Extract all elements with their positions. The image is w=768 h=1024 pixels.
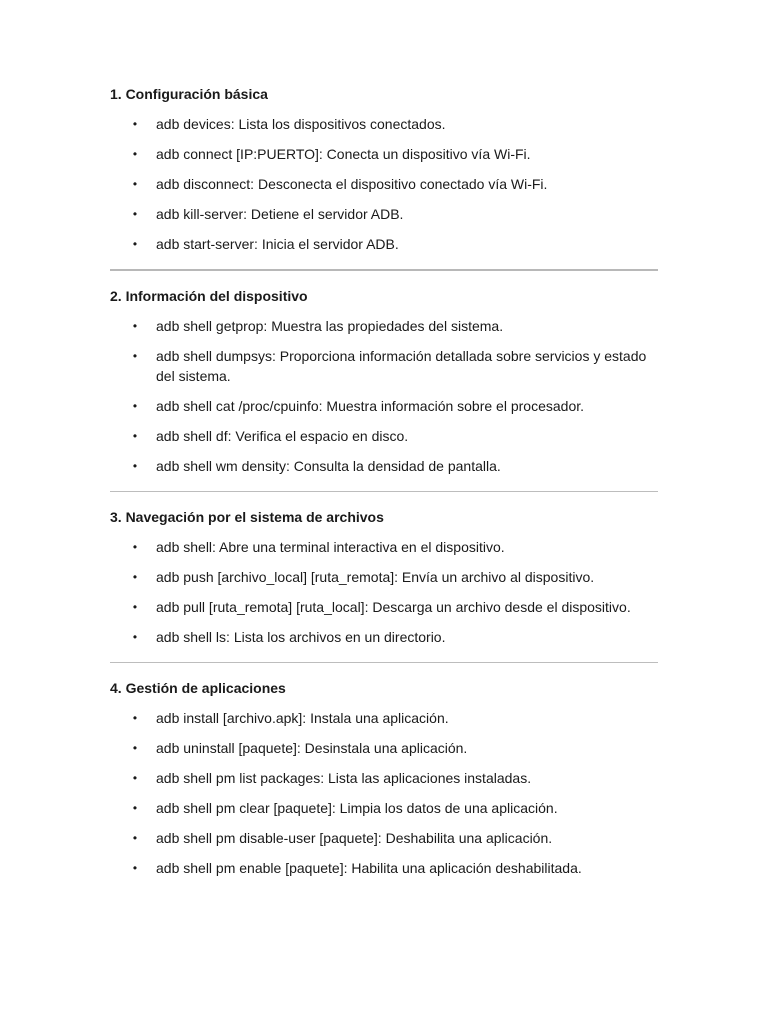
list-item-text: adb shell: Abre una terminal interactiva en el dispositivo. bbox=[156, 539, 505, 555]
list-item bbox=[110, 798, 658, 818]
command-list bbox=[110, 316, 658, 476]
list-item bbox=[110, 346, 658, 386]
command-list bbox=[110, 537, 658, 647]
command-list bbox=[110, 708, 658, 878]
bullet-icon: • bbox=[132, 429, 138, 443]
section-divider bbox=[110, 491, 658, 492]
bullet-icon: • bbox=[132, 319, 138, 333]
list-item bbox=[110, 858, 658, 878]
list-item bbox=[110, 537, 658, 557]
list-item-text: adb install [archivo.apk]: Instala una aplicación. bbox=[156, 710, 449, 726]
bullet-icon: • bbox=[132, 711, 138, 725]
list-item bbox=[110, 234, 658, 254]
list-item-text: adb shell getprop: Muestra las propiedades del sistema. bbox=[156, 318, 504, 334]
section-configuracion-basica bbox=[110, 84, 658, 254]
list-item-text: adb shell cat /proc/cpuinfo: Muestra información sobre el procesador. bbox=[156, 398, 585, 414]
list-item-text: adb shell pm clear [paquete]: Limpia los datos de una aplicación. bbox=[156, 800, 558, 816]
list-item-text: adb shell dumpsys: Proporciona información detallada sobre servicios y estado del sistema. bbox=[156, 348, 647, 384]
bullet-icon: • bbox=[132, 630, 138, 644]
list-item-text: adb kill-server: Detiene el servidor ADB. bbox=[156, 206, 404, 222]
list-item-text: adb shell pm list packages: Lista las aplicaciones instaladas. bbox=[156, 770, 532, 786]
section-divider bbox=[110, 269, 658, 271]
list-item-text: adb connect [IP:PUERTO]: Conecta un dispositivo vía Wi-Fi. bbox=[156, 146, 531, 162]
list-item bbox=[110, 627, 658, 647]
list-item bbox=[110, 597, 658, 617]
list-item bbox=[110, 396, 658, 416]
list-item-text: adb disconnect: Desconecta el dispositivo conectado vía Wi-Fi. bbox=[156, 176, 548, 192]
section-title: 1. Configuración básica bbox=[110, 86, 268, 102]
list-item-text: adb push [archivo_local] [ruta_remota]: Envía un archivo al dispositivo. bbox=[156, 569, 595, 585]
list-item bbox=[110, 738, 658, 758]
bullet-icon: • bbox=[132, 117, 138, 131]
bullet-icon: • bbox=[132, 570, 138, 584]
list-item bbox=[110, 567, 658, 587]
list-item bbox=[110, 316, 658, 336]
bullet-icon: • bbox=[132, 459, 138, 473]
list-item bbox=[110, 828, 658, 848]
section-divider bbox=[110, 662, 658, 663]
section-gestion-aplicaciones bbox=[110, 678, 658, 878]
list-item bbox=[110, 768, 658, 788]
section-title: 2. Información del dispositivo bbox=[110, 288, 308, 304]
bullet-icon: • bbox=[132, 861, 138, 875]
list-item-text: adb shell wm density: Consulta la densidad de pantalla. bbox=[156, 458, 501, 474]
list-item bbox=[110, 204, 658, 224]
list-item bbox=[110, 456, 658, 476]
list-item-text: adb shell pm enable [paquete]: Habilita una aplicación deshabilitada. bbox=[156, 860, 582, 876]
section-title: 4. Gestión de aplicaciones bbox=[110, 680, 286, 696]
bullet-icon: • bbox=[132, 801, 138, 815]
section-informacion-dispositivo bbox=[110, 286, 658, 476]
bullet-icon: • bbox=[132, 399, 138, 413]
list-item bbox=[110, 426, 658, 446]
list-item-text: adb shell pm disable-user [paquete]: Deshabilita una aplicación. bbox=[156, 830, 553, 846]
list-item bbox=[110, 144, 658, 164]
section-navegacion-archivos bbox=[110, 507, 658, 647]
list-item-text: adb pull [ruta_remota] [ruta_local]: Descarga un archivo desde el dispositivo. bbox=[156, 599, 631, 615]
bullet-icon: • bbox=[132, 600, 138, 614]
list-item bbox=[110, 174, 658, 194]
bullet-icon: • bbox=[132, 207, 138, 221]
bullet-icon: • bbox=[132, 540, 138, 554]
list-item bbox=[110, 708, 658, 728]
section-title: 3. Navegación por el sistema de archivos bbox=[110, 509, 384, 525]
list-item bbox=[110, 114, 658, 134]
list-item-text: adb shell ls: Lista los archivos en un directorio. bbox=[156, 629, 446, 645]
list-item-text: adb shell df: Verifica el espacio en disco. bbox=[156, 428, 409, 444]
bullet-icon: • bbox=[132, 831, 138, 845]
list-item-text: adb start-server: Inicia el servidor ADB. bbox=[156, 236, 399, 252]
bullet-icon: • bbox=[132, 147, 138, 161]
bullet-icon: • bbox=[132, 237, 138, 251]
bullet-icon: • bbox=[132, 349, 138, 363]
command-list bbox=[110, 114, 658, 254]
bullet-icon: • bbox=[132, 771, 138, 785]
bullet-icon: • bbox=[132, 177, 138, 191]
list-item-text: adb uninstall [paquete]: Desinstala una aplicación. bbox=[156, 740, 468, 756]
list-item-text: adb devices: Lista los dispositivos conectados. bbox=[156, 116, 446, 132]
bullet-icon: • bbox=[132, 741, 138, 755]
